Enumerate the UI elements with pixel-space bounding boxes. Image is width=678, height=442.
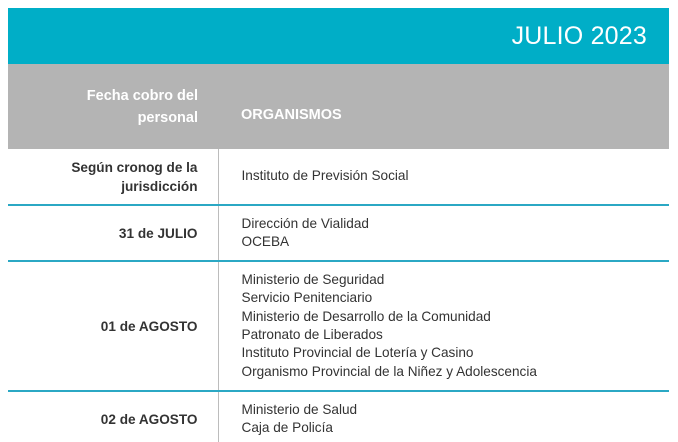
organismo-item: Organismo Provincial de la Niñez y Adolescencia [241,363,537,379]
organismo-item: Caja de Policía [241,420,333,435]
organismo-item: Instituto de Previsión Social [241,168,409,184]
organismo-item: Servicio Penitenciario [241,290,373,306]
table-row [8,149,669,205]
organismo-item: Ministerio de Desarrollo de la Comunidad [241,308,491,324]
payment-schedule [8,8,669,442]
row-organismos [218,205,669,261]
table-row [8,391,669,442]
header-organismos: ORGANISMOS [218,64,669,149]
table-row [8,261,669,391]
fecha-line1: Según cronog de la [71,159,198,175]
organismo-item: Patronato de Liberados [241,327,383,342]
organismo-item: Ministerio de Salud [241,401,358,417]
table-row [8,205,669,261]
header-fecha [8,64,218,149]
month-banner [8,8,669,64]
table-header-row [8,64,669,149]
organismo-item: OCEBA [241,234,290,249]
month-title: JULIO 2023 [511,21,647,50]
row-fecha: 01 de AGOSTO [8,261,218,391]
organismo-item: Instituto Provincial de Lotería y Casino [241,345,474,361]
row-organismos [218,261,669,391]
fecha-line2: jurisdicción [121,178,198,194]
row-organismos [218,149,669,205]
row-fecha: 02 de AGOSTO [8,391,218,442]
header-fecha-line1: Fecha cobro del [86,87,198,104]
organismo-item: Ministerio de Seguridad [241,272,385,288]
row-fecha [8,149,218,205]
row-fecha: 31 de JULIO [8,205,218,261]
organismo-item: Dirección de Vialidad [241,215,369,231]
row-organismos [218,391,669,442]
header-fecha-line2: personal [137,109,198,126]
schedule-table [8,64,669,442]
